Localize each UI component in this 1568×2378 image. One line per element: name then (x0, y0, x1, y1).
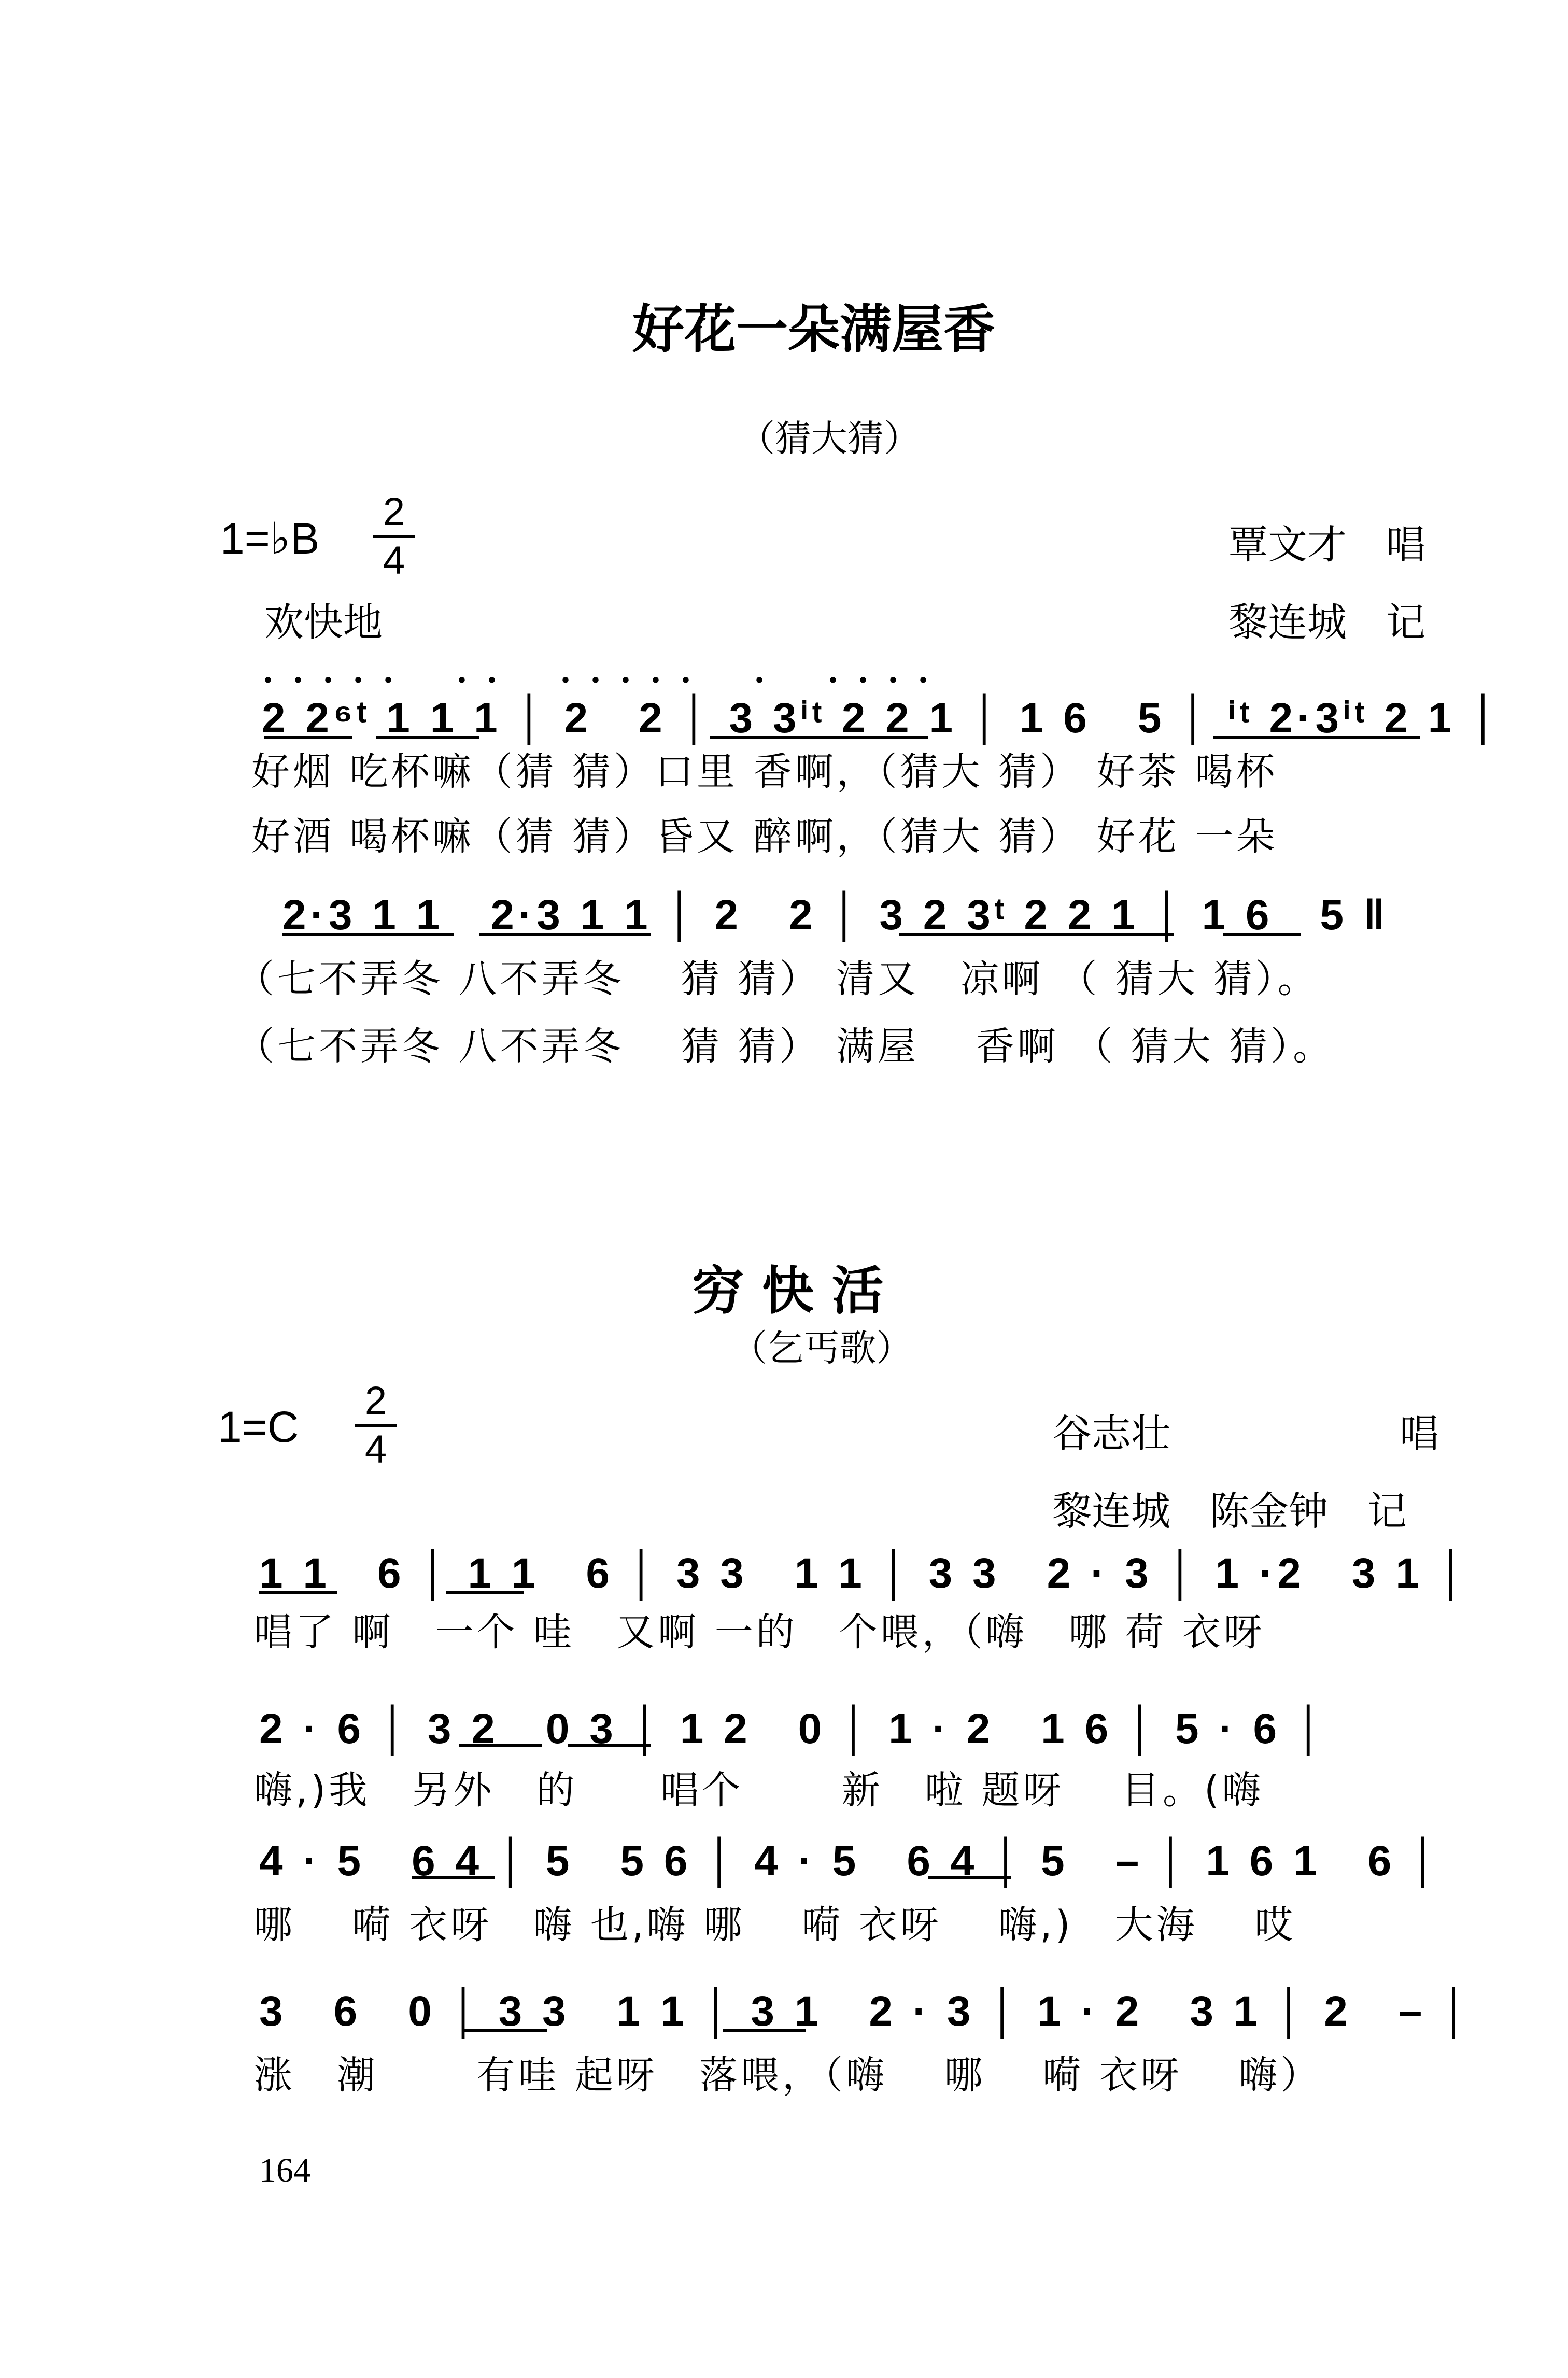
underline (568, 1744, 651, 1747)
page-number: 164 (259, 2151, 310, 2189)
underline (479, 933, 651, 936)
song2-time-numerator: 2 (364, 1379, 387, 1423)
underline (899, 933, 1174, 936)
underline (282, 933, 454, 936)
song2-time-signature (355, 1381, 397, 1469)
song2-recorder: 黎连城 陈金钟 记 (1052, 1488, 1407, 1534)
song2-line4-lyric: 涨 潮 有哇 起呀 落喂，（嗨 哪 嗬 衣呀 嗨） (254, 2053, 1322, 2098)
song2-title: 穷 快 活 (692, 1261, 884, 1321)
song1-title: 好花一朵满屋香 (632, 299, 995, 360)
octave-dots: ••••• •• ••••• • •••• (264, 669, 950, 691)
song2-time-denominator: 4 (364, 1427, 387, 1471)
underline (710, 736, 928, 739)
time-signature-bar (373, 535, 415, 538)
song2-singer: 谷志壮 (1052, 1410, 1170, 1456)
song1-line2-lyric2: （七不弄冬 八不弄冬 猜 猜） 满屋 香啊 （ 猜大 猜）。 (236, 1024, 1335, 1069)
song2-line4-notes: 3 6 0 │ 3 3 1 1 │ 3 1 2 · 3 │ 1 · 2 3 1 │ 2 – │ (259, 1988, 1473, 2035)
song2-subtitle: （乞丐歌） (731, 1327, 912, 1369)
song2-line2-notes: 2 · 6 │ 3 2 0 3 │ 1 2 0 │ 1 · 2 1 6 │ 5 · 6 │ (259, 1705, 1328, 1752)
song1-subtitle: （猜大猜） (739, 417, 920, 460)
underline (264, 736, 352, 739)
song1-line2-lyric1: （七不弄冬 八不弄冬 猜 猜） 清又 凉啊 （ 猜大 猜）。 (236, 957, 1319, 1001)
underline (723, 2029, 806, 2032)
underline (259, 1591, 337, 1594)
song2-line3-lyric: 哪 嗬 衣呀 嗨 也,嗨 哪 嗬 衣呀 嗨,) 大海 哎 (254, 1903, 1296, 1947)
song1-key: 1=♭B (220, 514, 320, 563)
song2-line1-notes: 1 1 6 │ 1 1 6 │ 3 3 1 1 │ 3 3 2 · 3 │ 1 ·2 3 1 │ (259, 1550, 1470, 1597)
song1-singer: 覃文才 唱 (1228, 521, 1425, 568)
song1-time-signature (373, 492, 415, 581)
underline (376, 736, 479, 739)
song1-tempo: 欢快地 (264, 599, 383, 645)
song2-line3-notes: 4 · 5 6 4 │ 5 5 6 │ 4 · 5 6 4 │ 5 – │ 1 6 1 6 │ (259, 1837, 1443, 1885)
song1-recorder: 黎连城 记 (1228, 599, 1425, 645)
song1-time-numerator: 2 (383, 490, 405, 534)
song2-line1-lyric: 唱了 啊 一个 哇 又啊 一的 个喂，（嗨 哪 荷 衣呀 (254, 1610, 1265, 1654)
underline (1223, 933, 1301, 936)
song2-line2-lyric: 嗨,)我 另外 的 唱个 新 啦 题呀 目。(嗨 (254, 1768, 1264, 1813)
song1-line1-lyric1: 好烟 吃杯嘛（猜 猜）口里 香啊，（猜大 猜） 好茶 喝杯 (251, 749, 1278, 794)
underline (459, 1744, 542, 1747)
song2-singer-role: 唱 (1400, 1410, 1439, 1456)
song1-line2-notes: 2·3 1 1 2·3 1 1 │ 2 2 │ 3 2 3ᵗ 2 2 1 │ 1 6 5 ‖ (282, 891, 1389, 939)
underline (412, 1876, 495, 1879)
song1-line1-lyric2: 好酒 喝杯嘛（猜 猜）昏又 醉啊，（猜大 猜） 好花 一朵 (251, 814, 1278, 859)
underline (464, 2029, 547, 2032)
song2-key: 1=C (218, 1403, 299, 1451)
song1-line1-notes: 2 2⁶ᵗ 1 1 1 │ 2 2 │ 3 3ⁱᵗ 2 2 1 │ 1 6 5 │ ⁱᵗ 2·3ⁱᵗ 2 1 │ (262, 695, 1503, 742)
underline (1213, 736, 1420, 739)
song1-time-denominator: 4 (383, 539, 405, 583)
time-signature-bar (355, 1424, 397, 1427)
underline (446, 1591, 524, 1594)
underline (928, 1876, 1011, 1879)
